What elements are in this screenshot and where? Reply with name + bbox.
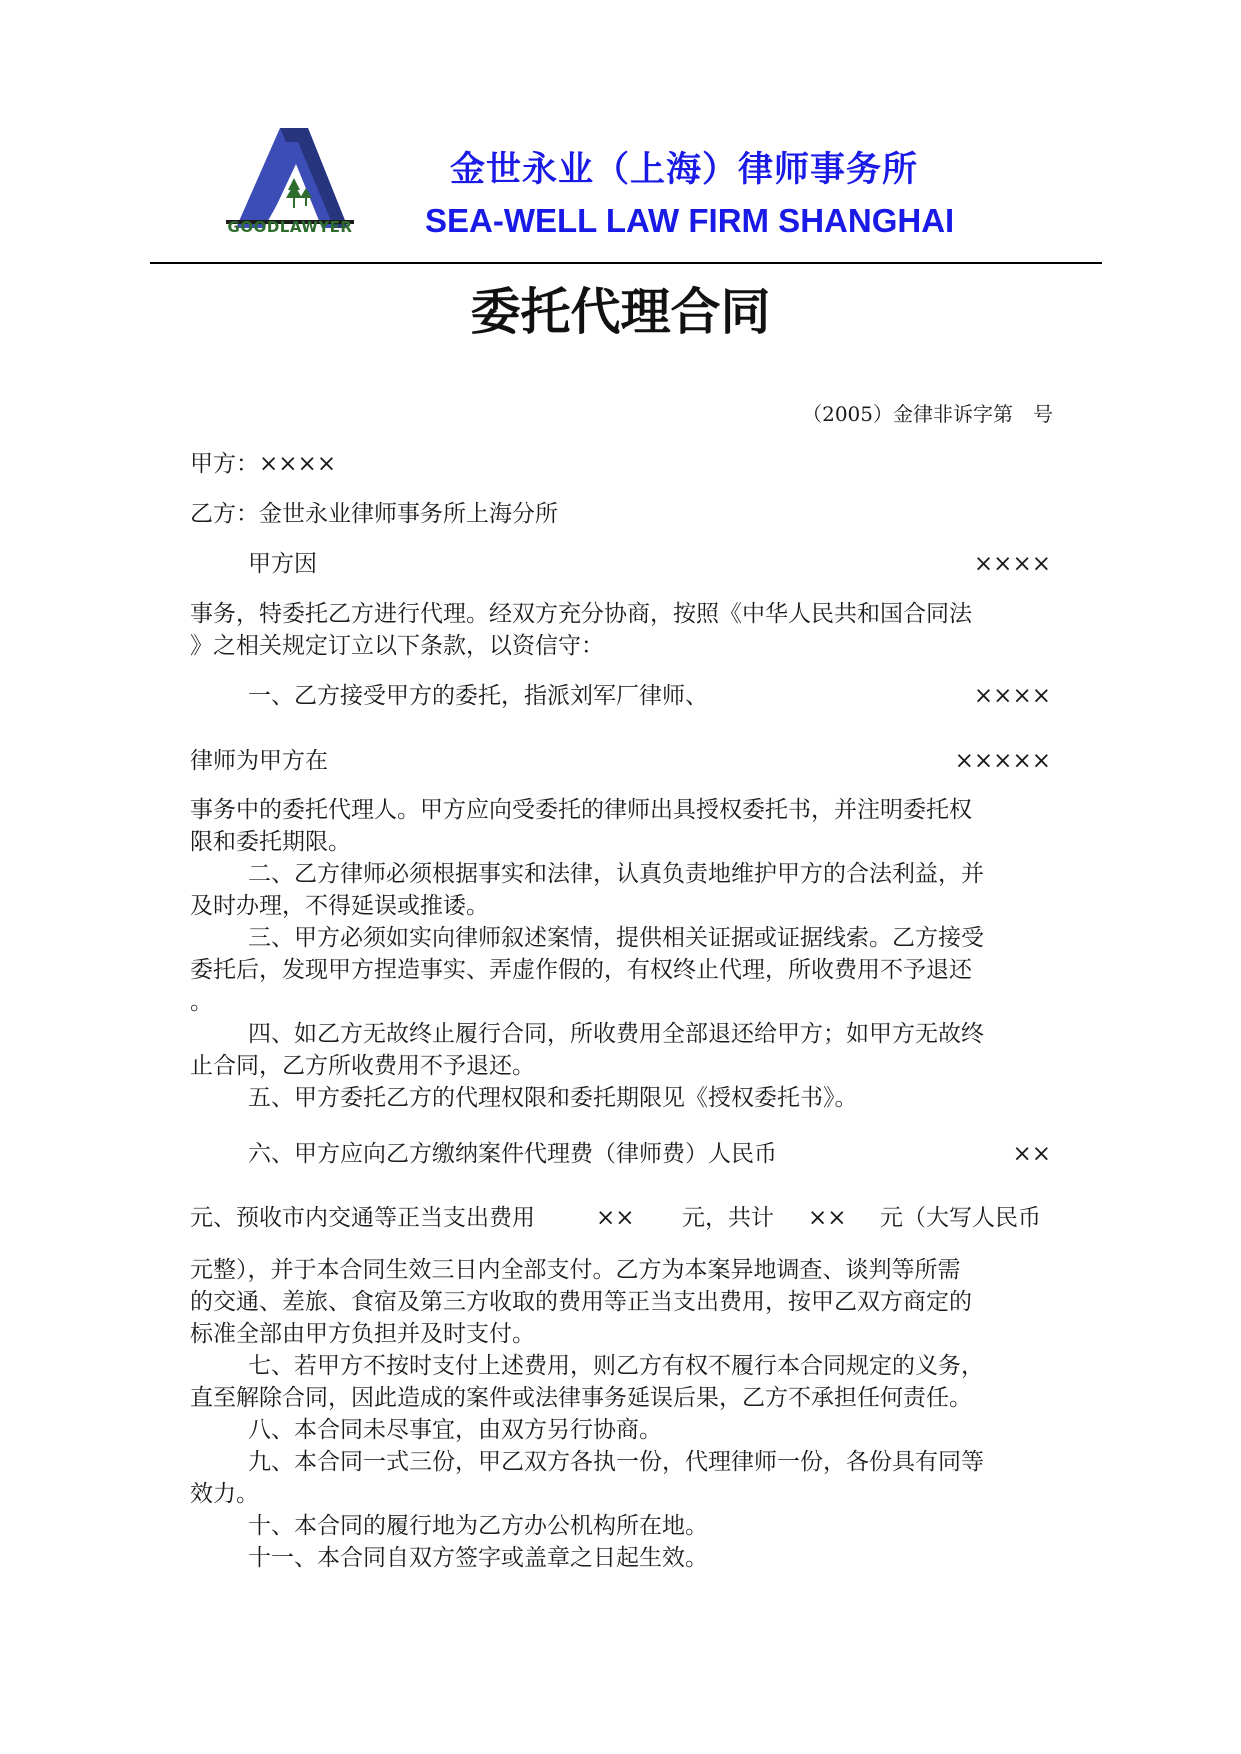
paragraph-line: 元整），并于本合同生效三日内全部支付。乙方为本案异地调查、谈判等所需 [190,1257,961,1283]
clause-5: 五、甲方委托乙方的代理权限和委托期限见《授权委托书》。 [248,1085,858,1111]
clause-9: 九、本合同一式三份，甲乙双方各执一份，代理律师一份，各份具有同等 [248,1449,984,1475]
blank-field: ×× [596,1205,635,1231]
blank-field: ×××× [973,551,1051,577]
paragraph-line: 。 [190,989,213,1015]
party-a: 甲方：×××× [190,451,337,477]
clause-8: 八、本合同未尽事宜，由双方另行协商。 [248,1417,662,1443]
paragraph-line: 》之相关规定订立以下条款，以资信守： [190,633,604,659]
paragraph-line: 事务，特委托乙方进行代理。经双方充分协商，按照《中华人民共和国合同法 [190,601,972,627]
intro-line: 甲方因 [248,551,317,577]
paragraph-line: 及时办理，不得延误或推诿。 [190,893,489,919]
clause-11: 十一、本合同自双方签字或盖章之日起生效。 [248,1545,708,1571]
paragraph-line: 直至解除合同，因此造成的案件或法律事务延误后果，乙方不承担任何责任。 [190,1385,972,1411]
clause-6: 六、甲方应向乙方缴纳案件代理费（律师费）人民币 [248,1141,777,1167]
paragraph-line: 标准全部由甲方负担并及时支付。 [190,1321,535,1347]
header-divider [150,262,1102,264]
paragraph-line: 委托后，发现甲方捏造事实、弄虚作假的，有权终止代理，所收费用不予退还 [190,957,972,983]
clause-1: 一、乙方接受甲方的委托，指派刘军厂律师、 [248,683,708,709]
blank-field: ××××× [954,748,1051,774]
paragraph-line: 效力。 [190,1481,259,1507]
clause-4: 四、如乙方无故终止履行合同，所收费用全部退还给甲方；如甲方无故终 [248,1021,984,1047]
clause-7: 七、若甲方不按时支付上述费用，则乙方有权不履行本合同规定的义务， [248,1353,984,1379]
paragraph-line: 限和委托期限。 [190,829,351,855]
paragraph-line: 律师为甲方在 [190,748,328,774]
clause-3: 三、甲方必须如实向律师叙述案情，提供相关证据或证据线索。乙方接受 [248,925,984,951]
firm-name-en: SEA-WELL LAW FIRM SHANGHAI [425,202,955,239]
firm-name-cn: 金世永业（上海）律师事务所 [450,150,919,190]
paragraph-line: 元、预收市内交通等正当支出费用 [190,1205,535,1231]
party-b: 乙方：金世永业律师事务所上海分所 [190,501,558,527]
blank-field: ×× [808,1205,847,1231]
blank-field: ×× [1012,1141,1051,1167]
paragraph-line: 止合同，乙方所收费用不予退还。 [190,1053,535,1079]
paragraph-line: 元（大写人民币 [880,1205,1041,1231]
reference-number: （2005）金律非诉字第 号 [802,402,1053,426]
paragraph-line: 元，共计 [682,1205,774,1231]
document-title: 委托代理合同 [470,283,771,341]
clause-2: 二、乙方律师必须根据事实和法律，认真负责地维护甲方的合法利益，并 [248,861,984,887]
paragraph-line: 事务中的委托代理人。甲方应向受委托的律师出具授权委托书，并注明委托权 [190,797,972,823]
logo-text: GOODLAWYER [227,218,353,236]
paragraph-line: 的交通、差旅、食宿及第三方收取的费用等正当支出费用，按甲乙双方商定的 [190,1289,972,1315]
blank-field: ×××× [973,683,1051,709]
clause-10: 十、本合同的履行地为乙方办公机构所在地。 [248,1513,708,1539]
